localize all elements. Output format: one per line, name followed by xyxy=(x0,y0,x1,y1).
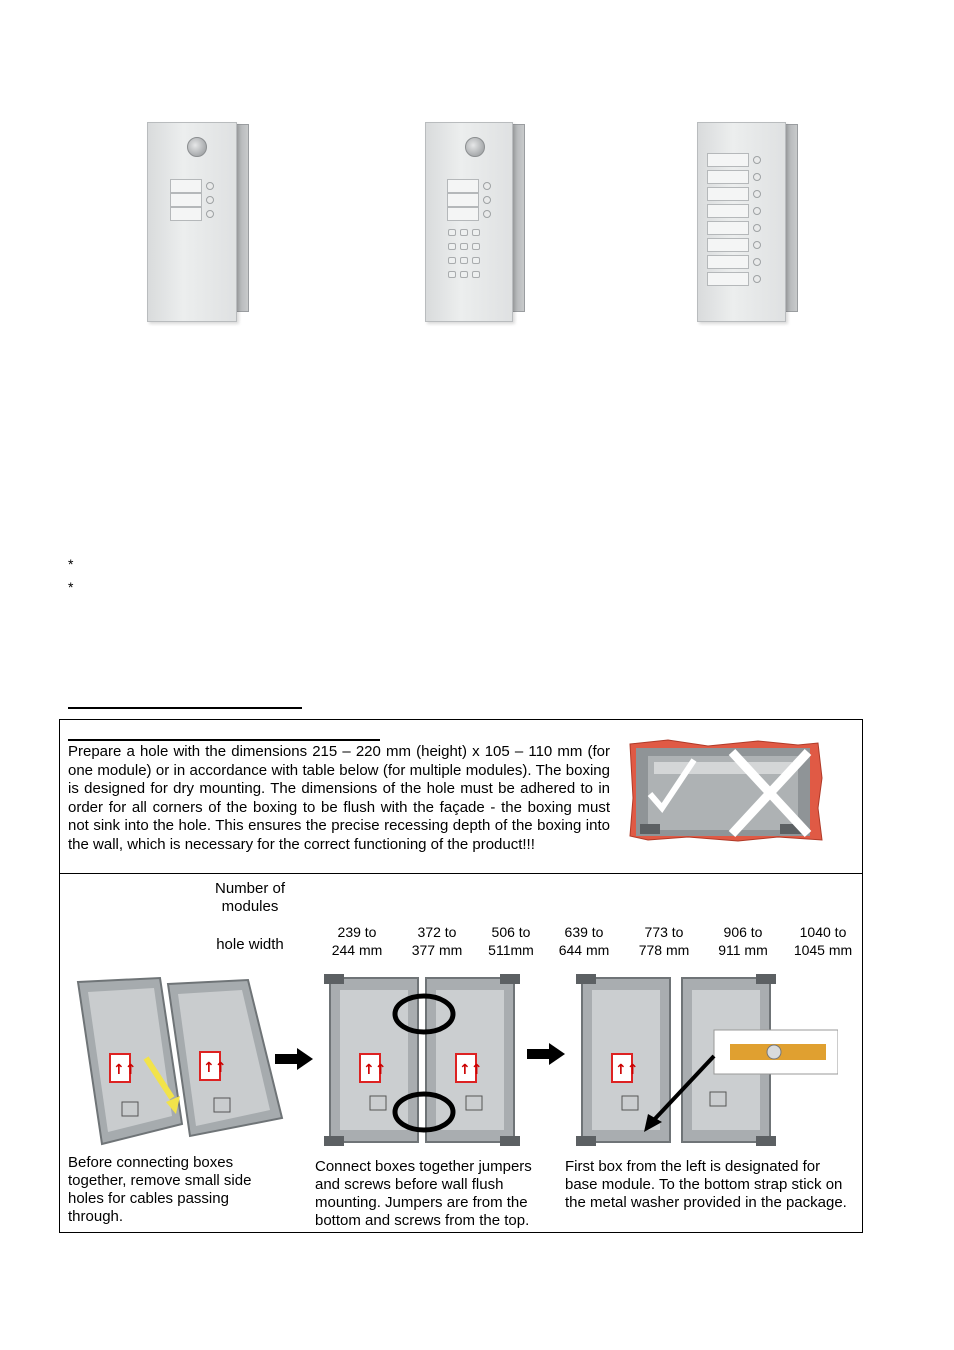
hole-width-line: 639 to xyxy=(564,924,604,940)
bullet-2: * xyxy=(68,579,74,595)
box-divider xyxy=(59,873,863,874)
hole-width-line: 773 to xyxy=(644,924,684,940)
svg-text:↑↑: ↑↑ xyxy=(113,1062,137,1078)
svg-text:↑↑: ↑↑ xyxy=(363,1062,387,1078)
hole-width-cell xyxy=(703,923,783,959)
table-label-hole-width: hole width xyxy=(216,936,284,953)
caption-step-3: First box from the left is designated for base module. To the bottom strap stick on the metal washer provided in the package. xyxy=(565,1158,847,1211)
section-heading-underline xyxy=(68,707,302,709)
hole-width-line: 778 mm xyxy=(638,942,690,958)
svg-text:↑↑: ↑↑ xyxy=(459,1062,483,1078)
svg-text:↑↑: ↑↑ xyxy=(203,1060,227,1076)
label-line-1: Number of xyxy=(214,880,286,897)
hole-width-line: 244 mm xyxy=(331,942,383,958)
hole-width-line: 1040 to xyxy=(799,924,847,940)
hole-width-line: 372 to xyxy=(417,924,457,940)
hole-width-cell xyxy=(544,923,624,959)
hole-width-line: 1045 mm xyxy=(793,942,853,958)
hole-width-line: 239 to xyxy=(337,924,377,940)
subheading-underline xyxy=(68,739,380,741)
hole-width-line: 911 mm xyxy=(718,942,768,958)
hole-width-line: 506 to xyxy=(491,924,531,940)
hole-width-line: 644 mm xyxy=(558,942,610,958)
hole-width-cell xyxy=(783,923,863,959)
hole-width-cell xyxy=(397,923,477,959)
hole-width-cell xyxy=(624,923,704,959)
caption-step-1: Before connecting boxes together, remove small side holes for cables passing through. xyxy=(68,1154,252,1225)
table-label-number-of-modules xyxy=(195,880,305,916)
hole-width-line: 906 to xyxy=(723,924,763,940)
bullet-1: * xyxy=(68,556,74,572)
hole-instructions-text: Prepare a hole with the dimensions 215 – 220 mm (height) x 105 – 110 mm (for one module) or in accordance with table below (for multiple modules). The boxing is designed for dry mounting. The dimensions of the hole must be adhered to in order for all corners of the boxing to be flush with the façade - the boxing must not sink into the hole. This ensures the precise recessing depth of the boxing into the wall, which is necessary for the correct functioning of the product!!! xyxy=(68,743,610,853)
svg-text:↑↑: ↑↑ xyxy=(615,1062,639,1078)
caption-step-2: Connect boxes together jumpers and screws before wall flush mounting. Jumpers are from the bottom and screws from the top. xyxy=(315,1158,532,1229)
label-line-2: modules xyxy=(221,898,279,915)
hole-width-cell xyxy=(471,923,551,959)
hole-width-line: 377 mm xyxy=(411,942,463,958)
hole-width-cell xyxy=(317,923,397,959)
hole-width-line: 511mm xyxy=(488,942,534,958)
